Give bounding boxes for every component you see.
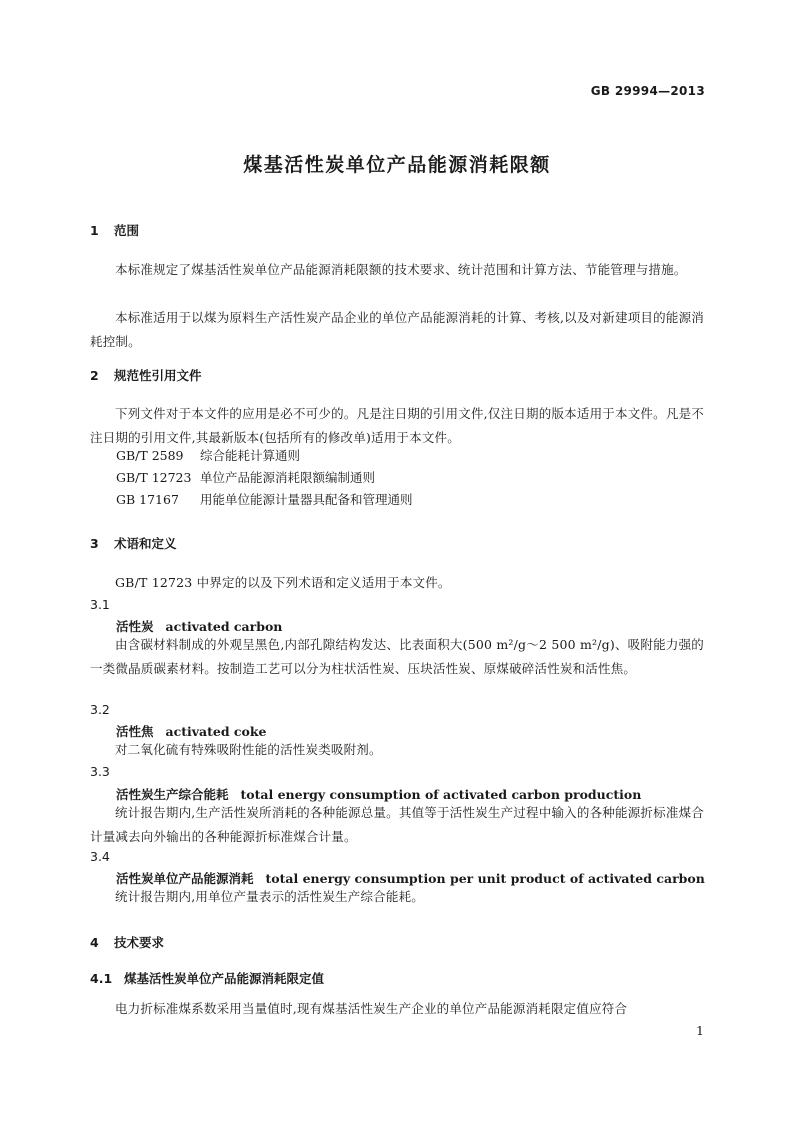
section-3-intro: GB/T 12723 中界定的以及下列术语和定义适用于本文件。 — [115, 575, 451, 590]
term-english: activated coke — [165, 724, 267, 739]
section-1-paragraph-2: 本标准适用于以煤为原料生产活性炭产品企业的单位产品能源消耗的计算、考核,以及对新建项目的能源消耗控制。 — [90, 310, 704, 349]
section-2-intro: 下列文件对于本文件的应用是必不可少的。凡是注日期的引用文件,仅注日期的版本适用于本文件。凡是不注日期的引用文件,其最新版本(包括所有的修改单)适用于本文件。 — [90, 406, 704, 445]
reference-item — [116, 444, 300, 468]
term-number: 3.1 — [90, 597, 110, 612]
term-chinese: 活性炭 — [116, 619, 154, 634]
section-number: 2 — [90, 368, 99, 383]
section-title: 术语和定义 — [114, 536, 177, 551]
section-number: 1 — [90, 223, 99, 238]
term-definition: 对二氧化硫有特殊吸附性能的活性炭类吸附剂。 — [115, 742, 382, 757]
reference-code: GB/T 2589 — [116, 448, 184, 463]
document-title: 煤基活性炭单位产品能源消耗限额 — [243, 154, 551, 176]
section-1-paragraph-1: 本标准规定了煤基活性炭单位产品能源消耗限额的技术要求、统计范围和计算方法、节能管理与措施。 — [115, 262, 687, 277]
subsection-4-1-heading — [90, 969, 324, 987]
reference-title: 综合能耗计算通则 — [199, 448, 300, 463]
standard-code: GB 29994—2013 — [590, 84, 705, 98]
section-number: 3 — [90, 536, 99, 551]
term-definition: 由含碳材料制成的外观呈黑色,内部孔隙结构发达、比表面积大(500 m²/g～2 500 m²/g)、吸附能力强的一类微晶质碳素材料。按制造工艺可以分为柱状活性炭、压块活性炭、原煤破碎活性炭和活性焦。 — [90, 637, 704, 676]
reference-item — [116, 488, 413, 512]
section-3-heading — [90, 534, 177, 552]
term-number: 3.2 — [90, 702, 110, 717]
section-4-heading — [90, 933, 164, 951]
section-title: 范围 — [114, 223, 140, 238]
reference-code: GB 17167 — [116, 492, 179, 507]
section-number: 4 — [90, 935, 99, 950]
term-chinese: 活性炭生产综合能耗 — [116, 787, 229, 802]
term-number: 3.3 — [90, 764, 110, 779]
term-number: 3.4 — [90, 849, 110, 864]
term-chinese: 活性焦 — [116, 724, 154, 739]
term-definition: 统计报告期内,生产活性炭所消耗的各种能源总量。其值等于活性炭生产过程中输入的各种能源折标准煤合计量减去向外输出的各种能源折标准煤合计量。 — [90, 805, 704, 844]
reference-title: 单位产品能源消耗限额编制通则 — [199, 470, 375, 485]
term-english: total energy consumption of activated carbon production — [240, 787, 642, 802]
page-number: 1 — [696, 1023, 704, 1038]
term-definition: 统计报告期内,用单位产量表示的活性炭生产综合能耗。 — [115, 889, 424, 904]
term-english: activated carbon — [165, 619, 283, 634]
subsection-number: 4.1 — [90, 971, 113, 986]
section-2-heading — [90, 366, 202, 384]
section-1-heading — [90, 221, 139, 239]
section-title: 技术要求 — [114, 935, 165, 950]
term-english: total energy consumption per unit product of activated carbon — [265, 871, 705, 886]
reference-title: 用能单位能源计量器具配备和管理通则 — [199, 492, 413, 507]
section-4-paragraph: 电力折标准煤系数采用当量值时,现有煤基活性炭生产企业的单位产品能源消耗限定值应符合 — [115, 1001, 628, 1016]
reference-code: GB/T 12723 — [116, 470, 192, 485]
section-title: 规范性引用文件 — [114, 368, 202, 383]
subsection-title: 煤基活性炭单位产品能源消耗限定值 — [124, 971, 325, 986]
term-chinese: 活性炭单位产品能源消耗 — [116, 871, 254, 886]
reference-item — [116, 466, 375, 490]
